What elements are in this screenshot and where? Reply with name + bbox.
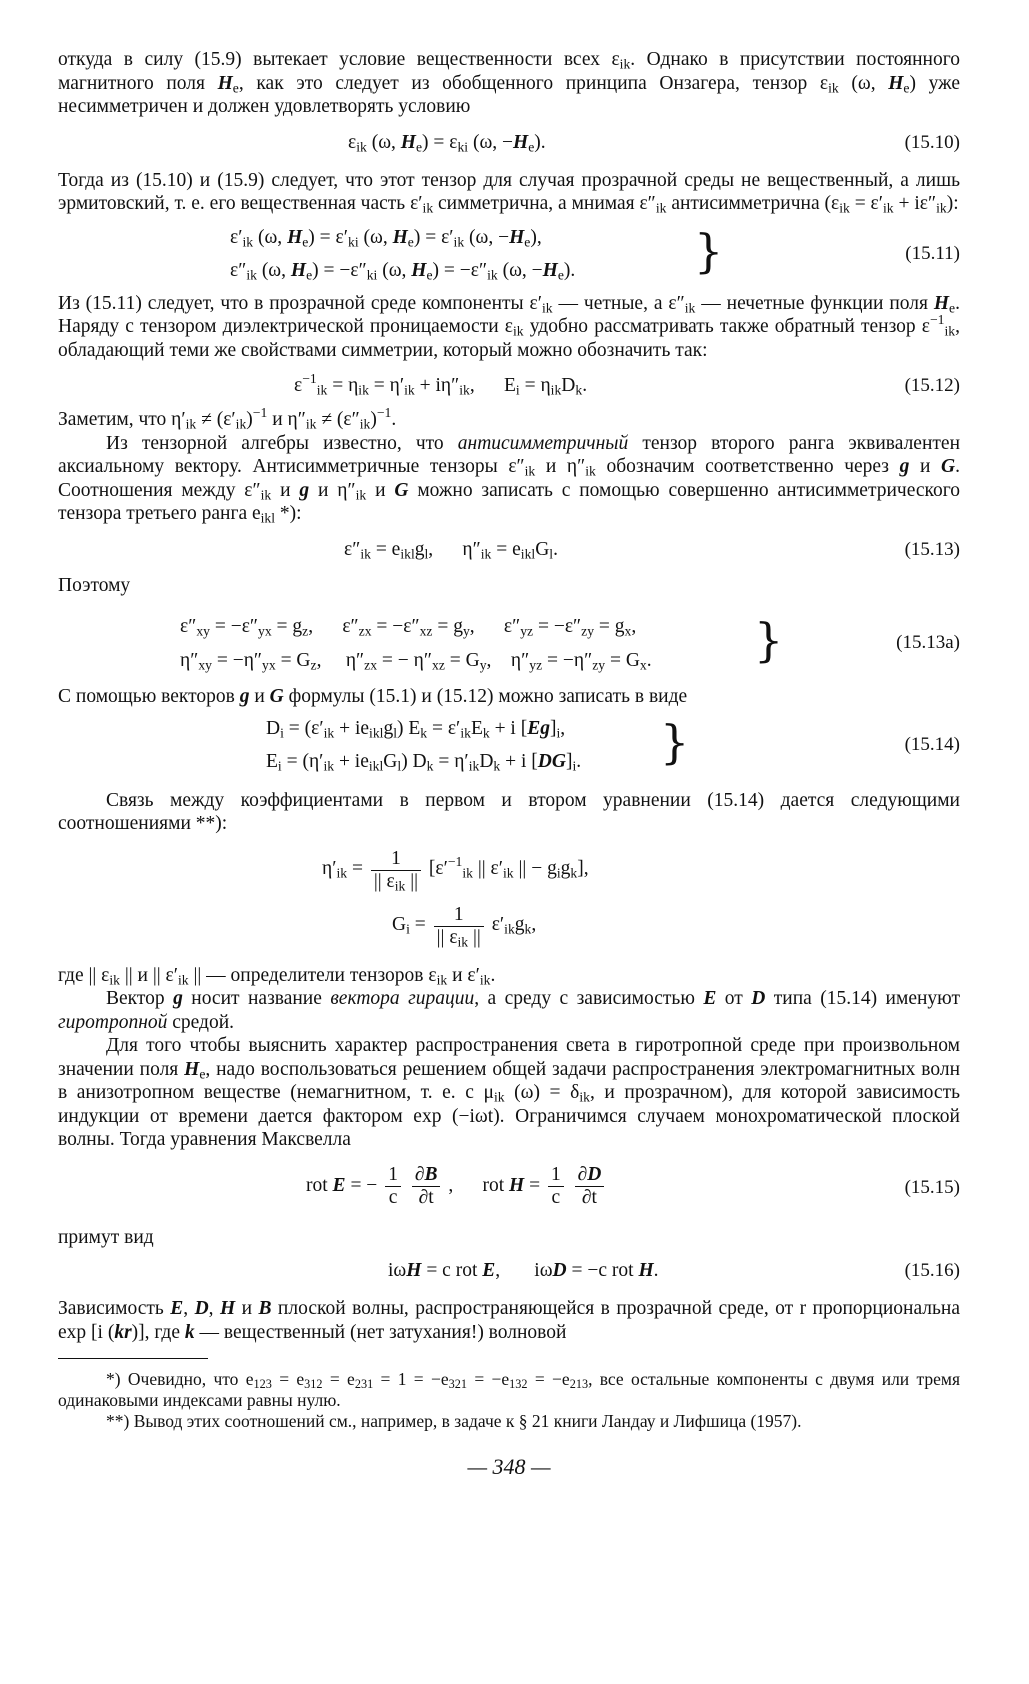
fraction-denominator: c — [551, 1186, 561, 1208]
paragraph-1: откуда в силу (15.9) вытекает условие вещественности всех $\varepsilon_{ik}$. Однако в присутствии постоянного магнитного поля $H_e$, как это следует из обобщенного принципа Онзагера, тензор $\varepsilon_{ik}$ (ω, $H_e$) уже несимметричен и должен удовлетворять условию — [58, 49, 960, 117]
equation-number: (15.13а) — [896, 632, 960, 653]
footnote-divider — [58, 1358, 208, 1359]
equation-15-14 — [58, 714, 960, 775]
equation-number: (15.14) — [904, 733, 960, 755]
paragraph-10: Вектор g носит название вектора гирации, а среду с зависимостью E от D типа (15.14) именуют гиротропной средой. — [58, 988, 960, 1033]
paragraph-8: Связь между коэффициентами в первом и втором уравнении (15.14) дается следующими соотношениями **): — [58, 789, 960, 834]
paragraph-2: Тогда из (15.10) и (15.9) следует, что этот тензор для случая прозрачной среды не вещественный, а лишь эрмитовский, т. е. его вещественная часть $\varepsilon'_{ik}$ симметрична, а мнимая $\varepsilon''_{ik}$ антисимметрична $(\varepsilon_{ik} = \varepsilon'_{ik} + i\varepsilon''_{ik})$: — [58, 169, 960, 216]
equation-15-10 — [58, 131, 960, 155]
equation-lhs: $\eta'_{ik}$ = — [322, 858, 363, 881]
fraction-denominator: || $\varepsilon_{ik}$ || — [436, 926, 481, 949]
paragraph-6: Поэтому — [58, 574, 131, 596]
equation-line: $E_i = (\eta'_{ik} + ie_{ikl}G_l) D_k = \eta'_{ik}D_k + i$ $[DG]_i$. — [266, 751, 582, 774]
fraction — [548, 1164, 564, 1209]
right-brace: } — [660, 714, 690, 769]
equation-line: $\varepsilon''_{xy} = -\varepsilon''_{yx} = g_z$, $\varepsilon''_{zx} = -\varepsilon''_{xz} = g_y$, $\varepsilon''_{yz} = -\varepsilon''_{zy} = g_x$, — [180, 616, 637, 639]
equation-body — [322, 848, 589, 893]
equation-15-11 — [58, 223, 960, 284]
equation-body — [392, 904, 536, 949]
equation-part: rot E = − — [306, 1174, 378, 1196]
equation-body: iωH = c rot E, iωD = −c rot H. — [388, 1260, 659, 1281]
equation-line: $D_i = (\varepsilon'_{ik} + ie_{ikl}g_l) E_k = \varepsilon'_{ik}E_k + i$ $[Eg]_i$, — [266, 717, 566, 740]
footnote-1: *) Очевидно, что $e_{123} = e_{312} = e_{231} = 1 = -e_{321} = -e_{132} = -e_{213}$, все остальные компоненты с двумя или тремя одинаковыми индексами равны нулю. — [58, 1369, 960, 1410]
fraction-denominator: ∂t — [418, 1186, 434, 1208]
fraction — [385, 1164, 401, 1209]
fraction-numerator: 1 — [385, 1164, 401, 1187]
equation-lhs: $G_i$ = — [392, 914, 426, 937]
equation-relation-eta — [58, 846, 960, 898]
paragraph-12: примут вид — [58, 1226, 154, 1248]
paragraph-4: Заметим, что $\eta'_{ik} \ne (\varepsilon'_{ik})^{-1}$ и $\eta''_{ik} \ne (\varepsilon''_{ik})^{-1}$. — [58, 404, 397, 432]
equation-number: (15.15) — [904, 1176, 960, 1198]
equation-body: $\varepsilon^{-1}_{ik} = \eta_{ik} = \eta'_{ik} + i\eta''_{ik}$, $E_i = \eta_{ik}D_k$. — [294, 370, 588, 398]
fraction-numerator: ∂D — [575, 1164, 605, 1187]
fraction — [412, 1164, 441, 1209]
equation-15-13 — [58, 538, 960, 562]
fraction-numerator: ∂B — [412, 1164, 441, 1187]
fraction — [575, 1164, 605, 1209]
equation-line: $\varepsilon''_{ik}$ (ω, $H_e) = -\varepsilon''_{ki}$ (ω, $H_e) = -\varepsilon''_{ik}$ (ω, $-H_e$). — [230, 260, 576, 283]
paragraph-13: Зависимость E, D, H и B плоской волны, распространяющейся в прозрачной среде, от r пропорциональна exp [i (kr)], где k — вещественный (нет затухания!) волновой — [58, 1298, 960, 1343]
page-number: — 348 — — [467, 1454, 551, 1479]
equation-part: , rot H = — [448, 1174, 541, 1196]
right-brace: } — [694, 223, 724, 278]
equation-body: $\varepsilon''_{ik} = e_{ikl}g_l$, $\eta''_{ik} = e_{ikl}G_l$. — [344, 538, 558, 561]
fraction-denominator: ∂t — [581, 1186, 597, 1208]
equation-body — [306, 1164, 607, 1209]
equation-body — [266, 717, 581, 774]
fraction — [371, 848, 421, 893]
equation-body — [230, 226, 575, 283]
right-brace: } — [754, 613, 784, 667]
equation-relation-g — [58, 902, 960, 954]
equation-15-12 — [58, 370, 960, 398]
fraction-denominator: c — [388, 1186, 398, 1208]
equation-15-13a — [58, 615, 960, 673]
fraction-denominator: || $\varepsilon_{ik}$ || — [373, 870, 419, 893]
equation-number: (15.16) — [904, 1260, 960, 1281]
equation-number: (15.13) — [904, 538, 960, 560]
fraction-numerator: 1 — [371, 848, 421, 871]
equation-line: $\eta''_{xy} = -\eta''_{yx} = G_z$, $\eta''_{zx}$ = − $\eta''_{xz} = G_y$, $\eta''_{yz} = -\eta''_{zy} = G_x$. — [180, 649, 652, 672]
page — [58, 48, 960, 1480]
equation-15-15 — [58, 1164, 960, 1214]
equation-number: (15.10) — [904, 131, 960, 153]
equation-body — [180, 615, 652, 672]
equation-number: (15.12) — [904, 375, 960, 396]
fraction — [434, 904, 484, 949]
equation-15-16 — [58, 1259, 960, 1283]
equation-line: $\varepsilon'_{ik}$ (ω, $H_e) = \varepsilon'_{ki}$ (ω, $H_e) = \varepsilon'_{ik}$ (ω, $-H_e$), — [230, 226, 542, 249]
fraction-numerator: 1 — [434, 904, 484, 927]
paragraph-5: Из тензорной алгебры известно, что антисимметричный тензор второго ранга эквивалентен аксиальному вектору. Антисимметричные тензоры $\varepsilon''_{ik}$ и $\eta''_{ik}$ обозначим соответственно через g и G. Соотношения между $\varepsilon''_{ik}$ и g и $\eta''_{ik}$ и G можно записать с помощью совершенно антисимметрического тензора третьего ранга $e_{ikl}$ *): — [58, 432, 961, 526]
equation-rhs: $\varepsilon'_{ik}g_k$, — [491, 914, 537, 937]
paragraph-11: Для того чтобы выяснить характер распространения света в гиротропной среде при произвольном значении поля $H_e$, надо воспользоваться решением общей задачи распространения электромагнитных волн в анизотропном веществе (немагнитном, т. е. с $\mu_{ik}$ $(\omega) = \delta_{ik}$, и прозрачном), для которой зависимость индукции от времени дается фактором exp (−iωt). Ограничимся случаем монохроматической плоской волны. Тогда уравнения Максвелла — [58, 1035, 960, 1150]
paragraph-9: где || $\varepsilon_{ik}$ || и || $\varepsilon'_{ik}$ || — определители тензоров $\varepsilon_{ik}$ и $\varepsilon'_{ik}$. — [58, 964, 496, 987]
fraction-numerator: 1 — [548, 1164, 564, 1187]
footnote-2: **) Вывод этих соотношений см., например, в задаче к § 21 книги Ландау и Лифшица (1957). — [106, 1411, 802, 1431]
paragraph-3: Из (15.11) следует, что в прозрачной среде компоненты $\varepsilon'_{ik}$ — четные, а $\varepsilon''_{ik}$ — нечетные функции поля $H_e$. Наряду с тензором диэлектрической проницаемости $\varepsilon_{ik}$ удобно рассматривать также обратный тензор $\varepsilon^{-1}_{ik}$, обладающий теми же свойствами симметрии, который можно обозначить так: — [58, 292, 960, 361]
equation-number: (15.11) — [905, 242, 960, 264]
paragraph-7: С помощью векторов g и G формулы (15.1) и (15.12) можно записать в виде — [58, 686, 688, 707]
equation-body: $\varepsilon_{ik}$ (ω, $H_e) = \varepsilon_{ki}$ (ω, $-H_e$). — [348, 131, 546, 154]
equation-rhs: [$\varepsilon'^{-1}_{ik}$ || $\varepsilon'_{ik}$ || − $g_ig_k$], — [428, 854, 589, 881]
